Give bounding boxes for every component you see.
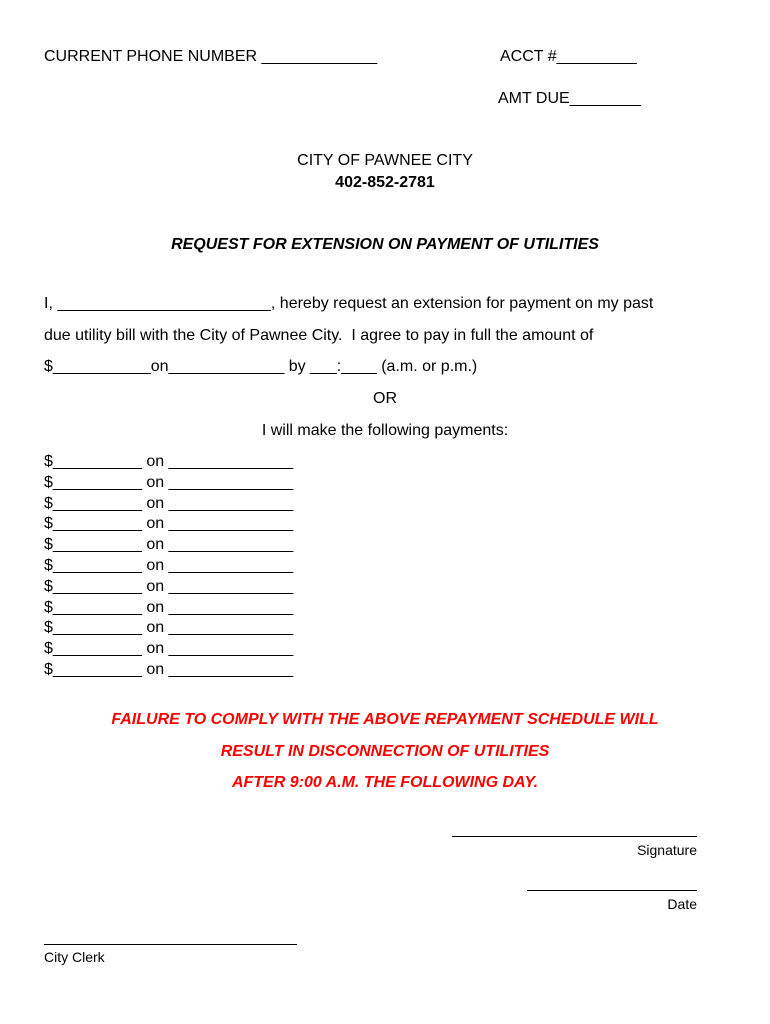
city-phone: 402-852-2781: [335, 174, 435, 191]
payment-row[interactable]: $__________ on ______________: [44, 494, 294, 512]
payment-row[interactable]: $__________ on ______________: [44, 536, 294, 554]
payment-row[interactable]: $__________ on ______________: [44, 577, 294, 595]
payment-row[interactable]: $__________ on ______________: [44, 515, 294, 533]
date-label: Date: [667, 896, 697, 912]
city-name: CITY OF PAWNEE CITY: [297, 152, 473, 169]
payment-row[interactable]: $__________ on ______________: [44, 598, 294, 616]
amount-due-field[interactable]: AMT DUE________: [498, 90, 641, 107]
account-number-field[interactable]: ACCT #_________: [500, 48, 637, 65]
request-line-1[interactable]: I, ________________________, hereby request an extension for payment on my past: [44, 295, 654, 312]
request-line-3[interactable]: $___________on_____________ by ___:____ (a.m. or p.m.): [44, 358, 478, 375]
payment-row[interactable]: $__________ on ______________: [44, 640, 294, 658]
city-clerk-label: City Clerk: [44, 949, 105, 965]
form-title: REQUEST FOR EXTENSION ON PAYMENT OF UTILITIES: [171, 236, 599, 253]
payments-intro: I will make the following payments:: [261, 422, 509, 439]
or-separator: OR: [373, 390, 397, 407]
payment-row[interactable]: $__________ on ______________: [44, 556, 294, 574]
signature-label: Signature: [637, 842, 697, 858]
signature-line[interactable]: [452, 836, 697, 837]
request-line-2: due utility bill with the City of Pawnee City. I agree to pay in full the amount of: [44, 327, 594, 344]
warning-line-2: RESULT IN DISCONNECTION OF UTILITIES: [220, 743, 550, 760]
warning-line-1: FAILURE TO COMPLY WITH THE ABOVE REPAYMENT SCHEDULE WILL: [111, 711, 659, 728]
payment-schedule-list: [44, 452, 293, 681]
payment-row[interactable]: $__________ on ______________: [44, 453, 294, 470]
city-clerk-line[interactable]: [44, 944, 297, 945]
date-line[interactable]: [527, 890, 697, 891]
phone-number-field[interactable]: CURRENT PHONE NUMBER _____________: [44, 48, 378, 65]
payment-row[interactable]: $__________ on ______________: [44, 473, 294, 491]
payment-row[interactable]: $__________ on ______________: [44, 660, 294, 678]
payment-row[interactable]: $__________ on ______________: [44, 619, 294, 637]
warning-line-3: AFTER 9:00 A.M. THE FOLLOWING DAY.: [231, 774, 539, 791]
